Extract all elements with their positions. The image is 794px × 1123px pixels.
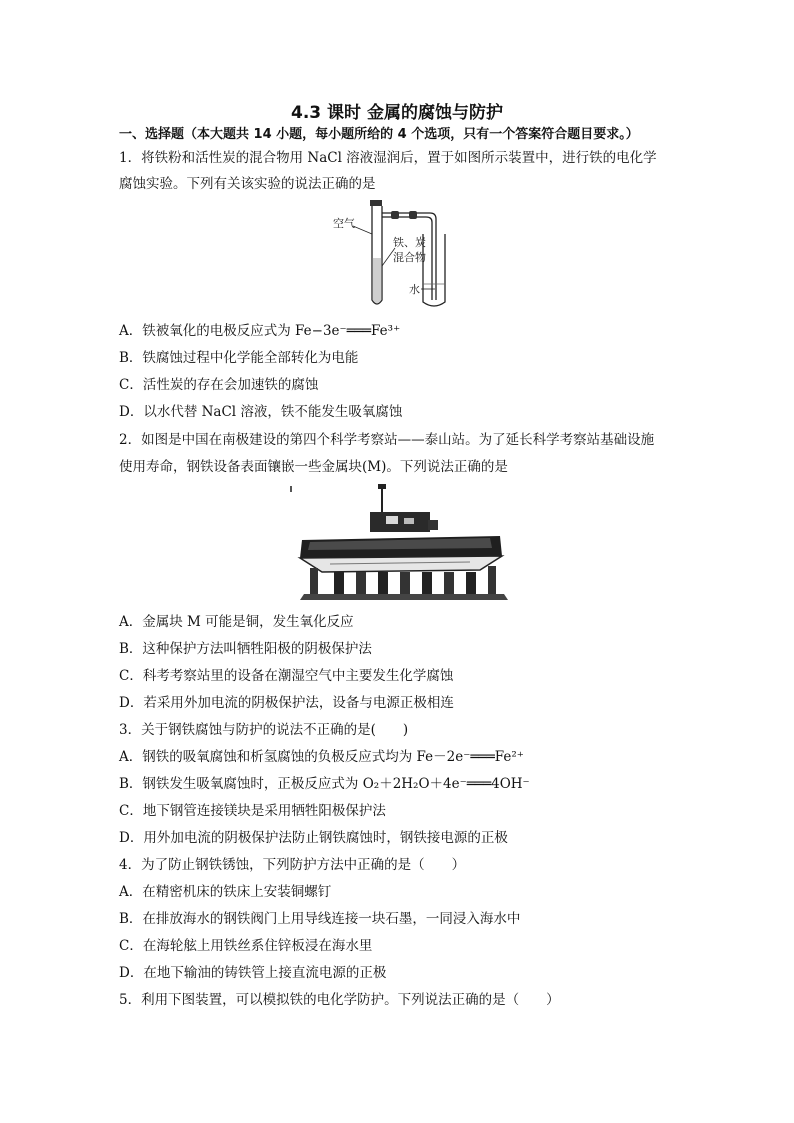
q2-option-c: C．科考考察站里的设备在潮湿空气中主要发生化学腐蚀 (119, 668, 454, 684)
q3-stem: 3．关于钢铁腐蚀与防护的说法不正确的是( ) (119, 722, 409, 738)
q5-stem: 5．利用下图装置，可以模拟铁的电化学防护。下列说法正确的是（ ） (119, 992, 560, 1008)
q4-option-a: A．在精密机床的铁床上安装铜螺钉 (119, 884, 332, 900)
q3-option-b: B．钢铁发生吸氧腐蚀时，正极反应式为 O₂＋2H₂O＋4e⁻═══4OH⁻ (119, 776, 530, 792)
q2-stem-line1: 2．如图是中国在南极建设的第四个科学考察站——泰山站。为了延长科学考察站基础设施 (119, 432, 655, 448)
section-header: 一、选择题（本大题共 14 小题，每小题所给的 4 个选项，只有一个答案符合题目要求。） (119, 127, 639, 142)
q1-stem-line2: 腐蚀实验。下列有关该实验的说法正确的是 (119, 176, 376, 192)
iron-corrosion-apparatus-figure (325, 196, 475, 312)
label-mixture: 混合物 (393, 251, 426, 264)
q2-stem-line2: 使用寿命，钢铁设备表面镶嵌一些金属块(M)。下列说法正确的是 (119, 459, 508, 475)
q2-option-b: B．这种保护方法叫牺牲阳极的阴极保护法 (119, 641, 372, 657)
q4-option-d: D．在地下输油的铸铁管上接直流电源的正极 (119, 965, 387, 981)
q1-stem-line1: 1．将铁粉和活性炭的混合物用 NaCl 溶液湿润后，置于如图所示装置中，进行铁的电化学 (119, 150, 657, 166)
q3-option-a: A．钢铁的吸氧腐蚀和析氢腐蚀的负极反应式均为 Fe－2e⁻═══Fe²⁺ (119, 749, 524, 765)
q2-option-a: A．金属块 M 可能是铜，发生氧化反应 (119, 614, 354, 630)
taishan-station-photo (290, 478, 512, 602)
q1-option-b: B．铁腐蚀过程中化学能全部转化为电能 (119, 350, 359, 366)
q3-option-d: D．用外加电流的阴极保护法防止钢铁腐蚀时，钢铁接电源的正极 (119, 830, 508, 846)
q1-option-c: C．活性炭的存在会加速铁的腐蚀 (119, 377, 319, 393)
q4-option-c: C．在海轮舷上用铁丝系住锌板浸在海水里 (119, 938, 373, 954)
label-iron-carbon: 铁、炭 (393, 236, 426, 249)
q2-option-d: D．若采用外加电流的阴极保护法，设备与电源正极相连 (119, 695, 454, 711)
label-air: 空气 (333, 217, 355, 230)
q4-option-b: B．在排放海水的钢铁阀门上用导线连接一块石墨，一同浸入海水中 (119, 911, 521, 927)
q4-stem: 4．为了防止钢铁锈蚀，下列防护方法中正确的是（ ） (119, 857, 466, 873)
q3-option-c: C．地下钢管连接镁块是采用牺牲阳极保护法 (119, 803, 386, 819)
q1-option-a: A．铁被氧化的电极反应式为 Fe−3e⁻═══Fe³⁺ (119, 323, 401, 339)
page-title: 4.3 课时 金属的腐蚀与防护 (291, 103, 503, 123)
label-water: 水 (409, 283, 420, 296)
q1-option-d: D．以水代替 NaCl 溶液，铁不能发生吸氧腐蚀 (119, 404, 403, 420)
